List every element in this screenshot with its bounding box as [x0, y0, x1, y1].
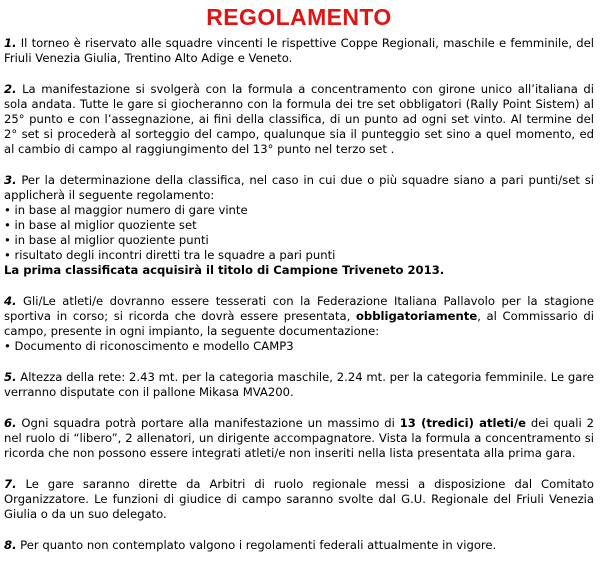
rule-text: Per quanto non contemplato valgono i regolamenti federali attualmente in vigore. [20, 538, 497, 552]
rule-2 [4, 82, 594, 157]
criteria-list [4, 203, 594, 263]
rule-3 [4, 173, 594, 278]
documents-list [4, 339, 594, 354]
rule-text: Altezza della rete: 2.43 mt. per la categoria maschile, 2.24 mt. per la categoria femminile. Le gare verranno disputate con il pallone Mikasa MVA200. [4, 370, 594, 399]
rule-6 [4, 416, 594, 461]
rule-number: 7. [4, 477, 17, 491]
list-item: • in base al miglior quoziente punti [4, 233, 209, 247]
rule-number: 4. [4, 294, 17, 308]
rule-emphasis: 13 (tredici) atleti/e [399, 416, 526, 430]
rule-5 [4, 370, 594, 400]
list-item: • risultato degli incontri diretti tra le squadre a pari punti [4, 248, 336, 262]
rule-text: La manifestazione si svolgerà con la formula a concentramento con girone unico all’italiana di sola andata. Tutte le gare si giocheranno con la formula dei tre set obbligatori (Rally Point Sistem) al 25° punto e con l’assegnazione, ai fini della classifica, di un punto ad ogni set vinto. Al termine del 2° set si procederà al sorteggio del campo, qualunque sia il punteggio set sino a quel momento, ed al cambio di campo al raggiungimento del 13° punto nel terzo set . [4, 82, 595, 156]
rule-text: Gli/Le atleti/e dovranno essere tesserati con la Federazione Italiana Pallavolo per la stagione sportiva in corso; si ricorda che dovrà essere presentata, [4, 294, 594, 323]
list-item: • in base al miglior quoziente set [4, 218, 197, 232]
rule-text: Per la determinazione della classifica, nel caso in cui due o più squadre siano a pari punti/set si applicherà il seguente regolamento: [4, 173, 594, 202]
rule-text: Ogni squadra potrà portare alla manifestazione un massimo di [21, 416, 395, 430]
rule-4 [4, 294, 594, 354]
rule-text-continued: , al Commissario di campo, presente in ogni impianto, la seguente documentazione: [4, 309, 594, 338]
rule-1 [4, 36, 594, 66]
rule-7 [4, 477, 594, 522]
list-item: • in base al maggior numero di gare vinte [4, 203, 248, 217]
rule-number: 2. [4, 82, 17, 96]
rule-number: 8. [4, 538, 17, 552]
rule-text: Le gare saranno dirette da Arbitri di ruolo regionale messi a disposizione dal Comitato Organizzatore. Le funzioni di giudice di campo saranno svolte dal G.U. Regionale del Friuli Venezia Giulia o da un suo delegato. [4, 477, 594, 521]
champion-statement: La prima classificata acquisirà il titolo di Campione Triveneto 2013. [4, 263, 445, 277]
rule-text-continued: dei quali 2 nel ruolo di “libero”, 2 allenatori, un dirigente accompagnatore. Vista la formula a concentramento si ricorda che non possono essere integrati atleti/e non inseriti nella lista presentata alla prima gara. [4, 416, 594, 460]
rule-number: 3. [4, 173, 17, 187]
rule-8 [4, 538, 594, 553]
rule-number: 6. [4, 416, 17, 430]
list-item: • Documento di riconoscimento e modello CAMP3 [4, 339, 294, 353]
page-title: REGOLAMENTO [206, 4, 392, 30]
rule-text: Il torneo è riservato alle squadre vincenti le rispettive Coppe Regionali, maschile e femminile, del Friuli Venezia Giulia, Trentino Alto Adige e Veneto. [4, 36, 594, 65]
rule-number: 5. [4, 370, 17, 384]
rule-emphasis: obbligatoriamente [355, 309, 478, 323]
rule-number: 1. [4, 36, 17, 50]
